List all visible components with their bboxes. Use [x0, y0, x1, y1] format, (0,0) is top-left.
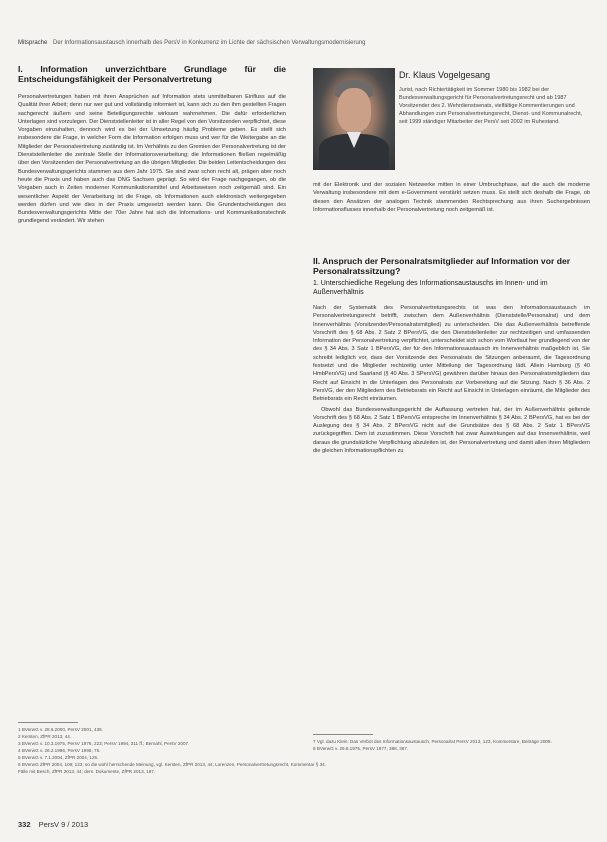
footnotes-left	[18, 726, 326, 775]
footnote: 5 BVerwG v. 7.1.2004, ZfPR 2004, 125.	[18, 755, 99, 760]
footnote: 6 BVerwG ZfPR 2004, 109; 123; so die wohl herrschende Meinung, vgl. Kersten, ZfPR 2013, 44; Lorenzen, Personalvertretungsrecht, Kommentar § 34.	[18, 762, 326, 767]
footnote-rule-right	[313, 734, 373, 735]
section2-subtitle: 1. Unterschiedliche Regelung des Informationsaustauschs im Innen- und im Außenverhältnis	[313, 280, 548, 296]
issue-label: PersV 9 / 2013	[38, 820, 89, 829]
header-title: Der Informationsaustausch innerhalb des PersV in Konkurrenz im Lichte der sächsischen Verwaltungsmodernisierung	[53, 40, 366, 46]
footnote: 3 BVerwG v. 10.3.1975, PersV 1976, 223; PersV 1994, 311 ff.; Bernahl, PersV 2007.	[18, 741, 190, 746]
author-photo-face	[337, 88, 371, 132]
section2-paragraph-1: Nach der Systematik des Personalvertretungsrechts ist was den Informationsaustausch im Personalvertretungsrecht betrifft, zwischen dem Außenverhältnis (Dienststelle/Personalrat) und dem Innenverhältnis (Vorsitzender/Personalratsmitglied) zu unterscheiden. Die das Außenverhältnis betreffende Vorschrift des § 68 Abs. 2 Satz 2 BPersVG, die den Dienststellenleiter zur rechtzeitigen und umfassenden Information der Personalvertretung verpflichtet, unterscheidet sich schon vom Wortlaut her grundlegend von der des § 34 Abs. 3 Satz 1 BPersVG, der für den Informationsaustausch im Innenverhältnis maßgeblich ist. Sie schreibt lediglich vor, dass der Vorsitzende des Personalrats die Sitzungen anberaumt, die Tagesordnung festsetzt und die Mitglieder rechtzeitig unter Mitteilung der Tagesordnung lädt. Allein Hamburg (§ 40 HmbPersVG) und Saarland (§ 40 Abs. 3 SPersVG) gewähren darüber hinaus den Personalratsmitgliedern das Recht auf Einsicht in die Unterlagen des Personalrats zur Vorbereitung auf die Sitzung. Nach § 36 Abs. 2 PersVG, der den Mitgliedern des Betriebsrats ein Recht auf Einsicht in Unterlagen einräumt, die Mitglieder des Betriebsrats ein Recht einräumen.	[313, 305, 590, 403]
footnote: 7 Vgl. dazu Klein: Das Verbot des Informationsaustausch, Personalrat PersV 2013, 123, Kommentare, Beiträge 2009.	[313, 739, 552, 744]
footnote: 8 BVerwG v. 29.8.1975, PersV 1977, 388, 387.	[313, 746, 409, 751]
header-label: Mitsprache	[18, 40, 48, 46]
footnote: 2 Kersten, ZfPR 2013, 44.	[18, 734, 72, 739]
footnote-rule-left	[18, 722, 78, 723]
right-column-body	[313, 304, 590, 457]
author-bio: Jurist, nach Richtertätigkeit im Sommer 1980 bis 1982 bei der Bundesverwaltungsgericht für Personalvertretungsrecht und ab 1987 Vorsitzender des 2. Wehrdienstsenats, vielfältige Kommentierungen und Abhandlungen zum Personalvertretungsrecht, Dienst- und Kommunalrecht, seit 1999 ständiger Mitarbeiter der PersV seit 2002 im Ruhestand.	[399, 87, 583, 125]
section2-paragraph-2: Obwohl das Bundesverwaltungsgericht die Auffassung vertreten hat, der im Außenverhältnis geltende Vorschrift des § 68 Abs. 2 Satz 1 BPersVG entspreche im Innenverhältnis § 34 Abs. 2 BPersVG, hat es bei der Auslegung des § 34 Abs. 2 BPersVG nicht auf die Grundsätze des § 68 Abs. 2 Satz 1 BPersVG zurückgegriffen. Dem ist zuzustimmen. Diese Vorschrift hat zwar Auswirkungen auf das Innenverhältnis, weil daraus die grundsätzliche Verpflichtung abzuleiten ist, der Personalvertretung und damit allen ihren Mitgliedern die gleichen Informationspflichten zu	[313, 406, 590, 455]
section1-title: I. Information unverzichtbare Grundlage für die Entscheidungsfähigkeit der Personalvertretung	[18, 64, 286, 84]
left-column	[18, 64, 286, 228]
page-footer	[18, 820, 88, 829]
footnotes-right	[313, 738, 590, 752]
author-name: Dr. Klaus Vogelgesang	[399, 70, 491, 80]
author-photo	[313, 68, 395, 170]
footnote: 1 BVerwG v. 28.6.2000, PersV 2001, 436.	[18, 727, 103, 732]
page-number: 332	[18, 820, 31, 829]
footnote: Fälle mit Besch, ZfPR 2013, 44; ders. Dokumente, ZfPR 2013, 197.	[18, 769, 156, 774]
running-header	[18, 40, 590, 46]
right-top-paragraph: mit der Elektronik und der sozialen Netzwerke mitten in einer Umbruchphase, auf die auch die moderne Verwaltung insbesondere mit dem e-Government verstärkt setzen muss. Es stellt sich deshalb die Frage, ob diesen den Ansätzen der analogen Technik stammenden Rechtsprechung aus ihren Suchergebnissen Informationsflusses innerhalb der Personalvertretung noch zeitgemäß ist.	[313, 182, 590, 213]
section1-paragraph: Personalvertretungen haben mit ihren Ansprüchen auf Information stets unmittelbaren Einfluss auf die Qualität ihrer Arbeit; denn nur wer gut und vollständig informiert ist, kann sich zu den ihm gestellten Fragen sachgerecht äußern und seine Beteiligungsrechte wirksam wahrnehmen. Die dafür erforderlichen Unterlagen sind vorzulegen. Der Dienststellenleiter ist in aller Regel von den Vorsitzenden verpflichtet, diese Vorgaben einzuhalten, dennoch wird es bei der Umsetzung häufig Probleme geben. Es stellt sich insbesondere die Frage, in welcher Form die Information erfolgen muss und wer für die Weitergabe an die Mitglieder der Personalvertretung zuständig ist. Im Verhältnis zu den Gremien der Personalvertretung ist der Dienststellenleiter die zentrale Stelle der Informationsverarbeitung; die Informationen fließen regelmäßig über den Vorsitzenden der Personalvertretung an die übrigen Mitglieder. Die beiden Leitentscheidungen des Bundesverwaltungsgerichts stammen aus dem Jahr 1975. Sie sind zwar schon recht alt, prägen aber noch heute die Praxis und haben auch das DNG Sachsen geprägt. So wird der Frage nachgegangen, ob die Vorgaben auch in Zeiten moderner Kommunikationsmittel und Arbeitsweisen noch zeitgemäß sind. Ein wesentlicher Aspekt der Verarbeitung ist die Frage, ob Informationen auch elektronisch weitergegeben werden dürfen und wie dies in der Praxis umgesetzt werden kann. Die Grundentscheidungen des Bundesverwaltungsgerichts Mitte der 70er Jahre hat sich die Informations- und Kommunikationstechnik grundlegend verändert. Wir stehen	[18, 94, 286, 225]
right-column-top	[313, 181, 590, 216]
section2-title: II. Anspruch der Personalratsmitglieder auf Information vor der Personalratssitzung?	[313, 256, 571, 276]
footnote: 4 BVerwG v. 26.2.1996, PersV 1996, 75.	[18, 748, 101, 753]
